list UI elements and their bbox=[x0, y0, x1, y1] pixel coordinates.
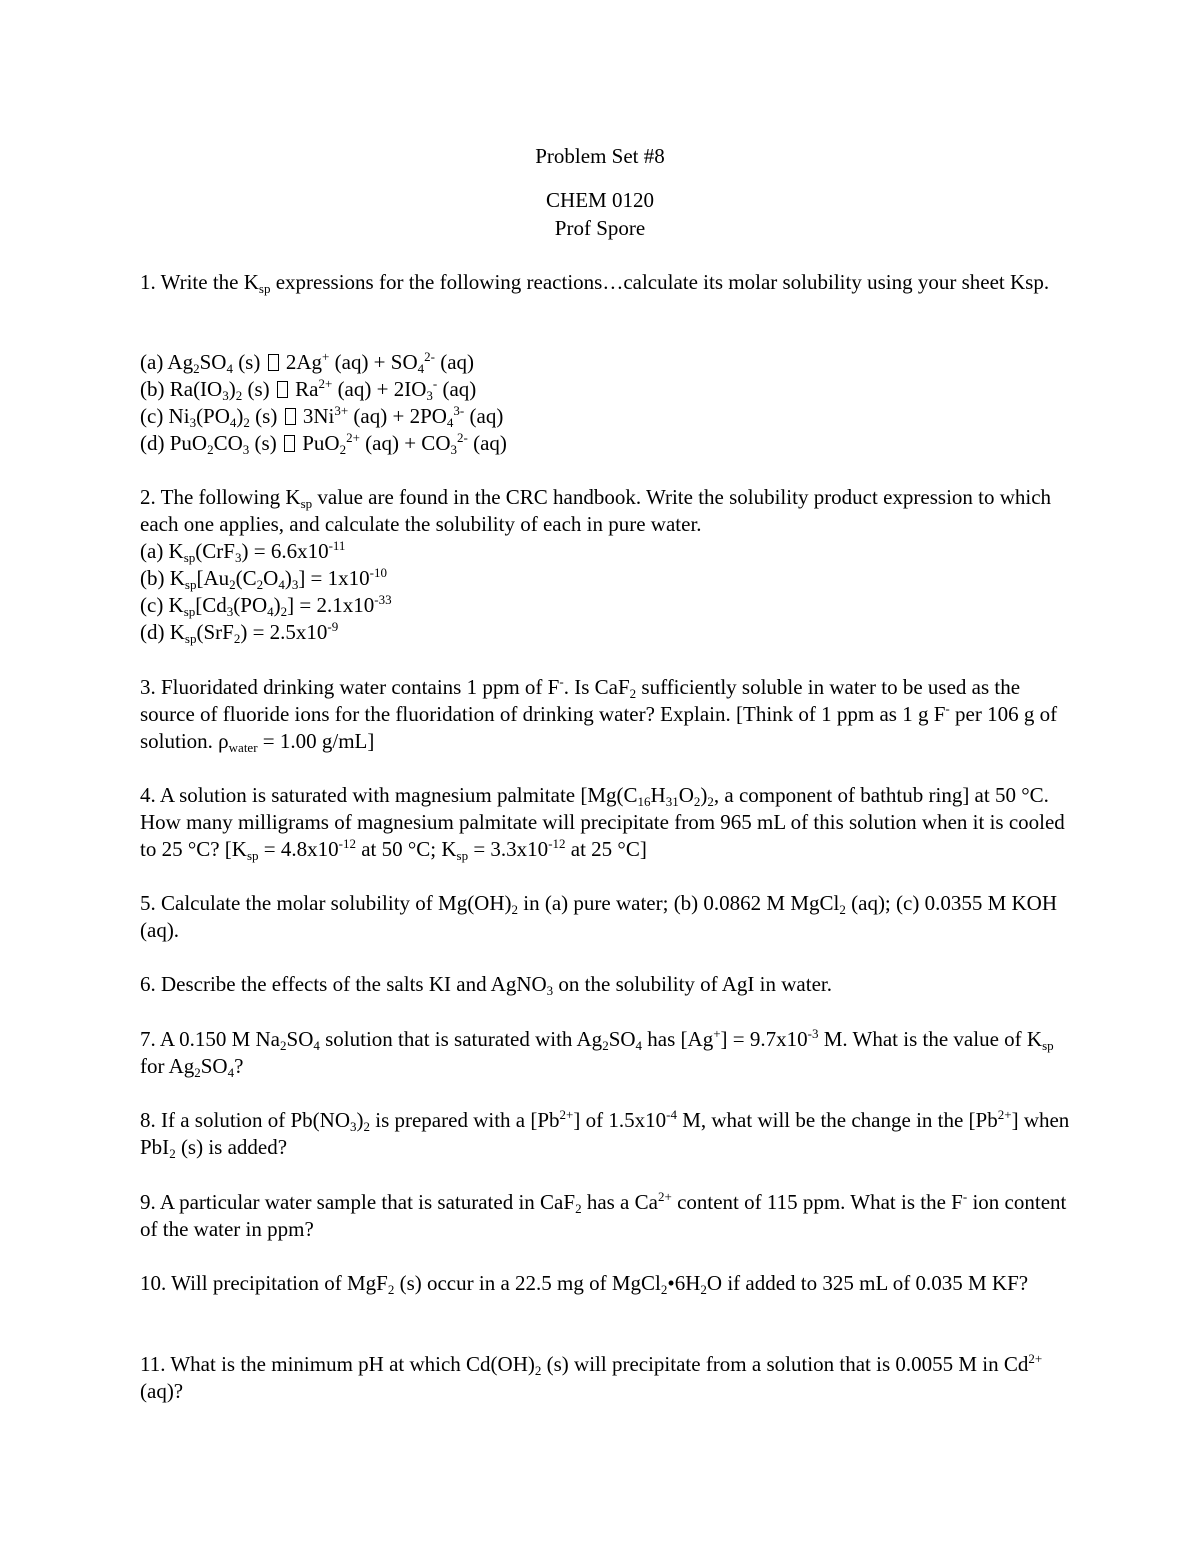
reaction-c: (c) $Ni_3(PO_4)_2$ (s) $3Ni^{3+}$ $(aq) + 2PO_4^{3-}$ (aq) bbox=[140, 403, 504, 430]
question-1-reactions bbox=[140, 349, 1070, 457]
equilibrium-arrow-icon bbox=[285, 408, 296, 425]
ksp-d: (d) $K_{sp}(SrF_2) = 2.5x10^{-9}$ bbox=[140, 619, 339, 646]
question-4: 4. A solution is saturated with magnesium palmitate [$Mg(C_{16}H_{31}O_2)_2$, a component of bathtub ring] at 50 °C. How many milligrams of magnesium palmitate will precipitate from 965 mL of this solution when it is cooled to 25 °C? [$K_{sp} = 4.8x10^{-12}$ at 50 °C; $K_{sp} = 3.3x10^{-12}$ at 25 °C] bbox=[140, 783, 1065, 863]
question-5: 5. Calculate the molar solubility of $Mg(OH)_2$ in (a) pure water; (b) 0.0862 M MgCl$_2$ (aq); (c) 0.0355 M KOH (aq). bbox=[140, 891, 1057, 942]
question-3: 3. Fluoridated drinking water contains 1 ppm of F-. Is CaF$_2$ sufficiently soluble in water to be used as the source of fluoride ions for the fluoridation of drinking water? Explain. [Think of 1 ppm as 1 g F- per 106 g of solution. $\rho_{water} = 1.00$ g/mL] bbox=[140, 674, 1058, 755]
question-1: 1. Write the $K_{sp}$ expressions for the following reactions…calculate its molar solubility using your sheet Ksp. bbox=[140, 270, 1050, 296]
reaction-b: (b) $Ra(IO_3)_2$ (s) $Ra^{2+}$ $(aq) + 2IO_3^-$ (aq) bbox=[140, 376, 477, 403]
ksp-c: (c) $K_{sp}[Cd_3(PO_4)_2] = 2.1x10^{-33}$ bbox=[140, 592, 392, 619]
question-8: 8. If a solution of $Pb(NO_3)_2$ is prepared with a $[Pb^{2+}]$ of $1.5x10^{-4}$ M, what will be the change in the $[Pb^{2+}]$ when PbI$_2$ (s) is added? bbox=[140, 1107, 1070, 1161]
equilibrium-arrow-icon bbox=[277, 381, 288, 398]
question-6: 6. Describe the effects of the salts KI and AgNO$_3$ on the solubility of AgI in water. bbox=[140, 972, 832, 998]
question-10: 10. Will precipitation of MgF$_2$ (s) occur in a 22.5 mg of $MgCl_2•6H_2O$ if added to 325 mL of 0.035 M KF? bbox=[140, 1271, 1029, 1297]
equilibrium-arrow-icon bbox=[268, 354, 279, 371]
question-9: 9. A particular water sample that is saturated in CaF$_2$ has a $Ca^{2+}$ content of 115 ppm. What is the F- ion content of the water in ppm? bbox=[140, 1189, 1067, 1241]
instructor: Prof Spore bbox=[554, 216, 646, 240]
question-number: 1. bbox=[140, 270, 156, 294]
course-code: CHEM 0120 bbox=[546, 188, 654, 212]
ksp-b: (b) $K_{sp}[Au_2(C_2O_4)_3] = 1x10^{-10}$ bbox=[140, 565, 387, 592]
page-title: Problem Set #8 bbox=[535, 144, 665, 168]
ksp-a: (a) $K_{sp}(CrF_3) = 6.6x10^{-11}$ bbox=[140, 538, 346, 565]
question-2-intro: 2. The following $K_{sp}$ value are found in the CRC handbook. Write the solubility product expression to which each one applies, and calculate the solubility of each in pure water. bbox=[140, 485, 1052, 536]
reaction-a: (a) $Ag_2SO_4$ (s) 2Ag+ $(aq) + SO_4^{2-}$ (aq) bbox=[140, 349, 475, 376]
equilibrium-arrow-icon bbox=[284, 435, 295, 452]
question-2 bbox=[140, 484, 1070, 646]
reaction-d: (d) $PuO_2CO_3$ (s) PuO$_2^{2+}$ $(aq) + CO_3^{2-}$ (aq) bbox=[140, 430, 507, 457]
question-7: 7. A 0.150 M $Na_2SO_4$ solution that is saturated with $Ag_2SO_4$ has $[Ag^+] = 9.7x10^{-3}$ M. What is the value of $K_{sp}$ for $Ag_2SO_4$? bbox=[140, 1026, 1054, 1080]
question-11: 11. What is the minimum pH at which $Cd(OH)_2$ (s) will precipitate from a solution that is 0.0055 M in $Cd^{2+}$ (aq)? bbox=[140, 1351, 1043, 1403]
